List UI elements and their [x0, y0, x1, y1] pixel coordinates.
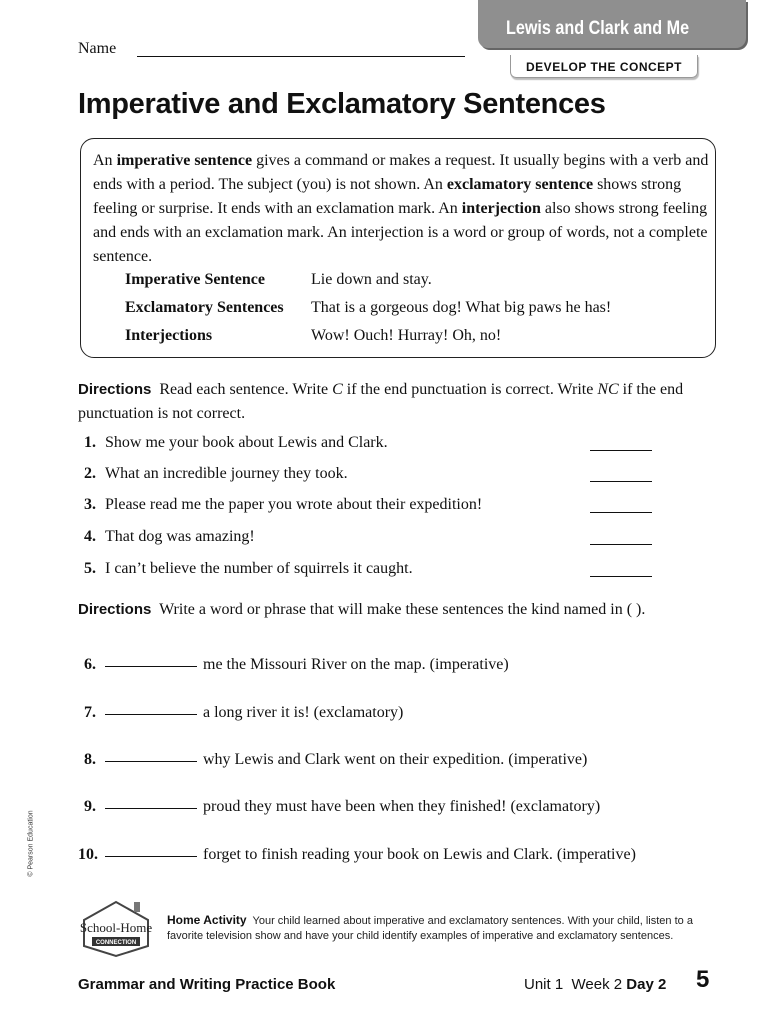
name-field[interactable]	[137, 56, 465, 57]
example-row: Imperative Sentence Lie down and stay.	[125, 271, 432, 288]
page-number: 5	[696, 966, 710, 993]
answer-blank-8[interactable]	[105, 749, 197, 762]
directions-2: Directions Write a word or phrase that will make these sentences the kind named in ( ).	[78, 601, 646, 618]
question-10: 10. forget to finish reading your book on Lewis and Clark. (imperative)	[78, 846, 636, 863]
question-2: 2. What an incredible journey they took.	[84, 465, 348, 482]
lesson-title: Lewis and Clark and Me	[506, 18, 690, 39]
question-3: 3. Please read me the paper you wrote about their expedition!	[84, 496, 483, 513]
question-9: 9. proud they must have been when they finished! (exclamatory)	[84, 798, 601, 815]
question-5: 5. I can’t believe the number of squirrels it caught.	[84, 560, 413, 577]
answer-blank-1[interactable]	[590, 450, 652, 451]
directions-1: Directions Read each sentence. Write C if the end punctuation is correct. Write NC if the end punctuation is not correct.	[78, 381, 684, 422]
example-row: Interjections Wow! Ouch! Hurray! Oh, no!	[125, 327, 502, 344]
school-home-logo	[74, 898, 158, 958]
lesson-tab	[478, 0, 746, 48]
svg-text:CONNECTION: CONNECTION	[95, 940, 137, 946]
answer-blank-5[interactable]	[590, 576, 652, 577]
question-7: 7. a long river it is! (exclamatory)	[84, 704, 404, 721]
question-1: 1. Show me your book about Lewis and Clark.	[84, 434, 388, 451]
answer-blank-3[interactable]	[590, 512, 652, 513]
home-activity: Home Activity Your child learned about imperative and exclamatory sentences. With your child, listen to a favorite television show and have your child identify examples of imperative and exclamatory sentences.	[167, 913, 693, 942]
definition-box	[80, 138, 716, 358]
definition-text: An imperative sentence gives a command or makes a request. It usually begins with a verb and ends with a period. The subject (you) is not shown. An exclamatory sentence shows strong feeling or surprise. It ends with an exclamation mark. An interjection also shows strong feeling and ends with an exclamation mark. An interjection is a word or group of words, not a complete sentence.	[93, 152, 709, 265]
section-label: DEVELOP THE CONCEPT	[510, 55, 698, 78]
answer-blank-2[interactable]	[590, 481, 652, 482]
question-6: 6. me the Missouri River on the map. (imperative)	[84, 656, 509, 673]
answer-blank-7[interactable]	[105, 702, 197, 715]
book-title: Grammar and Writing Practice Book	[78, 976, 336, 993]
question-8: 8. why Lewis and Clark went on their expedition. (imperative)	[84, 751, 588, 768]
question-4: 4. That dog was amazing!	[84, 528, 255, 545]
answer-blank-4[interactable]	[590, 544, 652, 545]
answer-blank-10[interactable]	[105, 844, 197, 857]
copyright: © Pearson Education	[27, 810, 35, 877]
page-title: Imperative and Exclamatory Sentences	[78, 88, 606, 120]
answer-blank-9[interactable]	[105, 796, 197, 809]
name-label: Name	[78, 40, 117, 57]
unit-week-day: Unit 1 Week 2 Day 2	[524, 976, 667, 993]
example-row: Exclamatory Sentences That is a gorgeous dog! What big paws he has!	[125, 299, 612, 316]
svg-text:School-Home: School-Home	[79, 920, 153, 935]
answer-blank-6[interactable]	[105, 654, 197, 667]
